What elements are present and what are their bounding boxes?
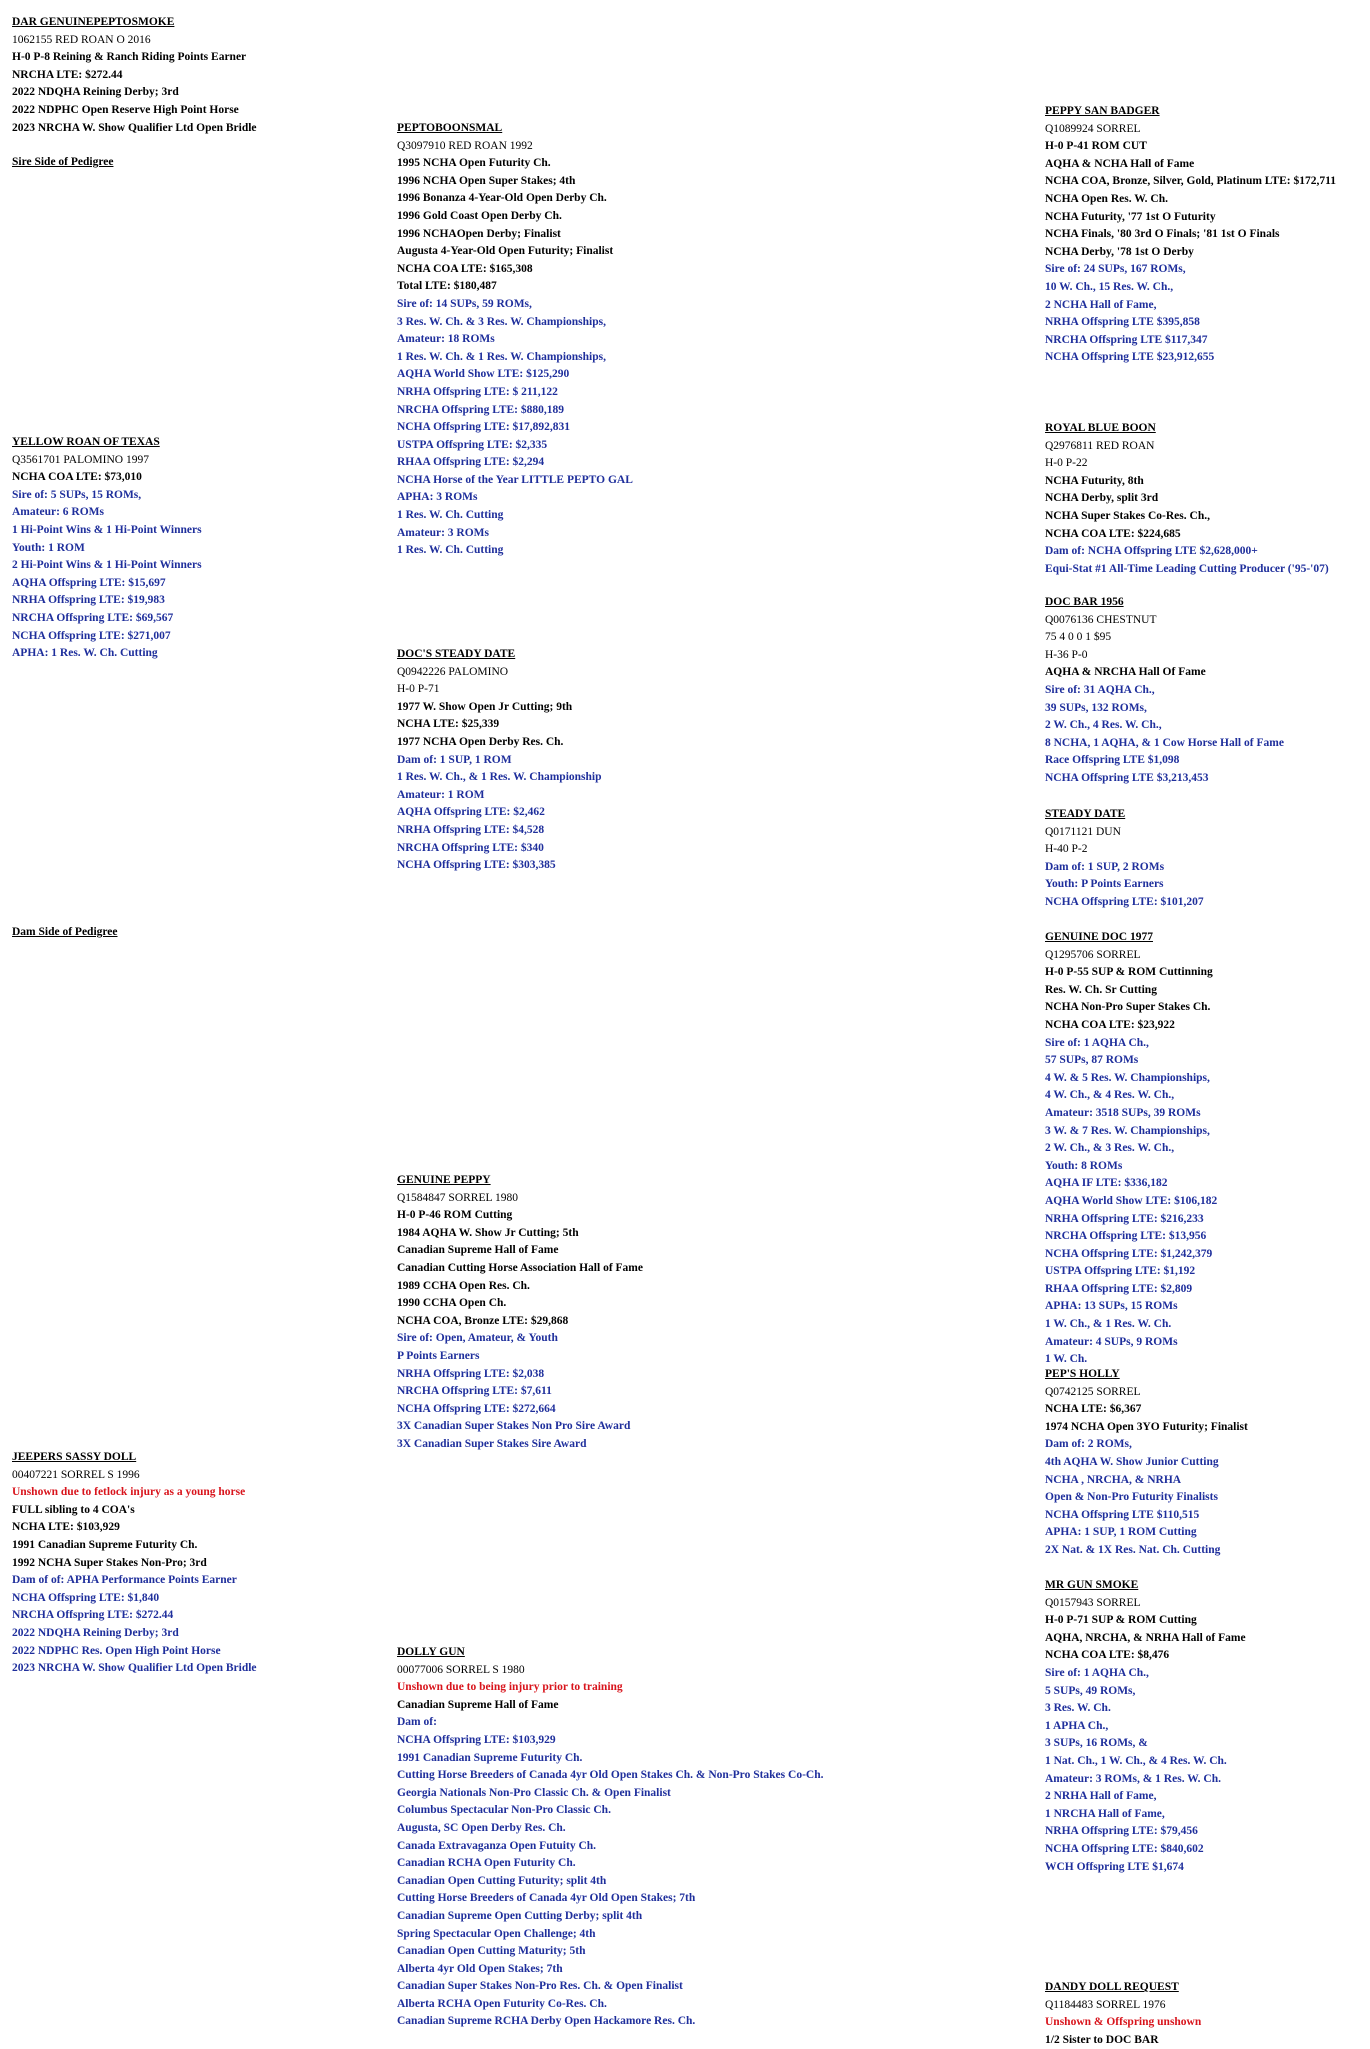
dam-side-label <box>12 924 118 942</box>
pedigree-line: NCHA Offspring LTE $23,912,655 <box>1045 351 1215 364</box>
pedigree-line: 1 W. Ch., & 1 Res. W. Ch. <box>1045 1318 1172 1331</box>
pedigree-line: FULL sibling to 4 COA's <box>12 1503 135 1516</box>
pedigree-line: NCHA Offspring LTE: $271,007 <box>12 629 171 642</box>
pedigree-line: 2 Hi-Point Wins & 1 Hi-Point Winners <box>12 559 202 572</box>
pedigree-line: RHAA Offspring LTE: $2,809 <box>1045 1282 1193 1295</box>
pedigree-line: NRHA Offspring LTE: $2,038 <box>397 1367 545 1380</box>
pedigree-line: NRCHA Offspring LTE: $13,956 <box>1045 1230 1207 1243</box>
pedigree-line: NCHA COA, Bronze LTE: $29,868 <box>397 1314 569 1327</box>
pedigree-line: Amateur: 18 ROMs <box>397 333 495 346</box>
pedigree-line: 00407221 SORREL S 1996 <box>12 1468 140 1481</box>
horse-name: DOC BAR 1956 <box>1045 596 1124 608</box>
pedigree-line: Alberta 4yr Old Open Stakes; 7th <box>397 1962 563 1975</box>
pedigree-line: APHA: 1 Res. W. Ch. Cutting <box>12 647 158 660</box>
pedigree-line: NCHA Super Stakes Co-Res. Ch., <box>1045 509 1210 522</box>
pedigree-line: H-0 P-41 ROM CUT <box>1045 140 1147 153</box>
pedigree-line: Q0171121 DUN <box>1045 825 1121 838</box>
subject-block <box>12 14 257 137</box>
pedigree-line: 3X Canadian Super Stakes Sire Award <box>397 1437 587 1450</box>
pedigree-line: NCHA COA LTE: $8,476 <box>1045 1649 1170 1662</box>
pedigree-line: H-0 P-55 SUP & ROM Cuttinning <box>1045 966 1213 979</box>
pedigree-line: Sire of: 1 AQHA Ch., <box>1045 1036 1149 1049</box>
pedigree-line: NCHA COA LTE: $73,010 <box>12 471 142 484</box>
pedigree-line: Dam of: <box>397 1716 437 1729</box>
pedigree-line: Youth: 8 ROMs <box>1045 1159 1123 1172</box>
pedigree-line: 3 Res. W. Ch. & 3 Res. W. Championships, <box>397 315 606 328</box>
sire-dam-block <box>397 646 602 875</box>
sire-sire-block <box>397 120 633 560</box>
pedigree-line: 1991 Canadian Supreme Futurity Ch. <box>397 1751 583 1764</box>
pedigree-line: Equi-Stat #1 All-Time Leading Cutting Producer ('95-'07) <box>1045 562 1329 575</box>
pedigree-line: 2 W. Ch., 4 Res. W. Ch., <box>1045 719 1162 732</box>
pedigree-line: NCHA Offspring LTE: $840,602 <box>1045 1842 1204 1855</box>
pedigree-line: Amateur: 3 ROMs <box>397 526 489 539</box>
pedigree-line: NCHA COA LTE: $23,922 <box>1045 1018 1175 1031</box>
pedigree-line: Res. W. Ch. Sr Cutting <box>1045 983 1157 996</box>
sire-side-label-text: Sire Side of Pedigree <box>12 156 114 168</box>
pedigree-line: Augusta, SC Open Derby Res. Ch. <box>397 1821 566 1834</box>
pedigree-line: H-0 P-46 ROM Cutting <box>397 1209 513 1222</box>
pedigree-line: Sire of: Open, Amateur, & Youth <box>397 1332 558 1345</box>
pedigree-line: NRHA Offspring LTE: $4,528 <box>397 823 545 836</box>
dam-sire-block <box>397 1172 643 1454</box>
pedigree-line: Georgia Nationals Non-Pro Classic Ch. & Open Finalist <box>397 1786 671 1799</box>
horse-name: ROYAL BLUE BOON <box>1045 422 1156 434</box>
pedigree-line: H-0 P-8 Reining & Ranch Riding Points Earner <box>12 51 247 64</box>
pedigree-line: 2 NCHA Hall of Fame, <box>1045 298 1157 311</box>
horse-name: MR GUN SMOKE <box>1045 1579 1139 1591</box>
pedigree-line: Canadian Open Cutting Futurity; split 4th <box>397 1874 607 1887</box>
dam-dam-block <box>397 1644 823 2031</box>
pedigree-line: NRCHA Offspring LTE $117,347 <box>1045 333 1208 346</box>
pedigree-line: Dam of: 1 SUP, 1 ROM <box>397 753 512 766</box>
pedigree-line: Sire of: 5 SUPs, 15 ROMs, <box>12 488 142 501</box>
pedigree-line: Q0076136 CHESTNUT <box>1045 613 1157 626</box>
pedigree-line: Alberta RCHA Open Futurity Co-Res. Ch. <box>397 1997 607 2010</box>
pedigree-line: Dam of: NCHA Offspring LTE $2,628,000+ <box>1045 545 1258 558</box>
pedigree-line: Sire of: 1 AQHA Ch., <box>1045 1666 1149 1679</box>
pedigree-line: Unshown due to being injury prior to training <box>397 1681 623 1694</box>
pedigree-line: 1996 NCHA Open Super Stakes; 4th <box>397 174 576 187</box>
pedigree-line: 4th AQHA W. Show Junior Cutting <box>1045 1455 1219 1468</box>
pedigree-line: RHAA Offspring LTE: $2,294 <box>397 456 545 469</box>
pedigree-line: Cutting Horse Breeders of Canada 4yr Old Open Stakes Ch. & Non-Pro Stakes Co-Ch. <box>397 1769 824 1782</box>
pedigree-line: NRCHA Offspring LTE: $69,567 <box>12 611 174 624</box>
pedigree-line: Canadian Open Cutting Maturity; 5th <box>397 1945 586 1958</box>
pedigree-line: NCHA Offspring LTE: $303,385 <box>397 859 556 872</box>
pedigree-line: 1996 NCHAOpen Derby; Finalist <box>397 227 561 240</box>
horse-name: JEEPERS SASSY DOLL <box>12 1451 137 1463</box>
ggp-royal-blue-boon-block <box>1045 420 1329 578</box>
pedigree-line: USTPA Offspring LTE: $2,335 <box>397 438 548 451</box>
pedigree-line: 1974 NCHA Open 3YO Futurity; Finalist <box>1045 1420 1248 1433</box>
pedigree-line: Amateur: 3518 SUPs, 39 ROMs <box>1045 1106 1201 1119</box>
pedigree-line: 1984 AQHA W. Show Jr Cutting; 5th <box>397 1226 579 1239</box>
pedigree-line: NCHA Derby, split 3rd <box>1045 492 1159 505</box>
pedigree-line: 2023 NRCHA W. Show Qualifier Ltd Open Bridle <box>12 1662 257 1675</box>
pedigree-line: 1990 CCHA Open Ch. <box>397 1297 507 1310</box>
pedigree-line: 5 SUPs, 49 ROMs, <box>1045 1684 1136 1697</box>
pedigree-line: Canada Extravaganza Open Futuity Ch. <box>397 1839 597 1852</box>
pedigree-line: NCHA LTE: $25,339 <box>397 718 500 731</box>
pedigree-line: APHA: 13 SUPs, 15 ROMs <box>1045 1300 1178 1313</box>
pedigree-line: NCHA Offspring LTE: $17,892,831 <box>397 421 571 434</box>
pedigree-line: 1 Nat. Ch., 1 W. Ch., & 4 Res. W. Ch. <box>1045 1754 1227 1767</box>
pedigree-line: 3 W. & 7 Res. W. Championships, <box>1045 1124 1210 1137</box>
pedigree-line: P Points Earners <box>397 1349 480 1362</box>
pedigree-line: Youth: 1 ROM <box>12 541 85 554</box>
pedigree-line: APHA: 1 SUP, 1 ROM Cutting <box>1045 1526 1197 1539</box>
pedigree-line: H-0 P-71 SUP & ROM Cutting <box>1045 1614 1197 1627</box>
pedigree-line: Unshown & Offspring unshown <box>1045 2016 1202 2029</box>
pedigree-line: 1 Res. W. Ch., & 1 Res. W. Championship <box>397 771 602 784</box>
ggp-dandy-doll-request-block <box>1045 1979 1201 2049</box>
pedigree-line: H-40 P-2 <box>1045 843 1088 856</box>
pedigree-line: Augusta 4-Year-Old Open Futurity; Finalist <box>397 245 614 258</box>
ggp-steady-date-block <box>1045 806 1204 912</box>
pedigree-line: NCHA Offspring LTE: $272,664 <box>397 1402 556 1415</box>
pedigree-line: 2022 NDQHA Reining Derby; 3rd <box>12 1626 179 1639</box>
pedigree-line: NRHA Offspring LTE: $216,233 <box>1045 1212 1204 1225</box>
horse-name: DANDY DOLL REQUEST <box>1045 1981 1179 1993</box>
pedigree-line: WCH Offspring LTE $1,674 <box>1045 1860 1184 1873</box>
pedigree-line: USTPA Offspring LTE: $1,192 <box>1045 1265 1196 1278</box>
pedigree-line: 2 W. Ch., & 3 Res. W. Ch., <box>1045 1142 1175 1155</box>
pedigree-line: NCHA Open Res. W. Ch. <box>1045 192 1169 205</box>
pedigree-line: 1991 Canadian Supreme Futurity Ch. <box>12 1538 198 1551</box>
pedigree-line: NCHA Offspring LTE: $101,207 <box>1045 895 1204 908</box>
pedigree-line: NCHA Finals, '80 3rd O Finals; '81 1st O Finals <box>1045 228 1280 241</box>
pedigree-line: AQHA & NCHA Hall of Fame <box>1045 157 1195 170</box>
pedigree-line: AQHA World Show LTE: $125,290 <box>397 368 570 381</box>
pedigree-line: NCHA Non-Pro Super Stakes Ch. <box>1045 1001 1211 1014</box>
pedigree-line: NCHA , NRCHA, & NRHA <box>1045 1473 1182 1486</box>
horse-name: PEPPY SAN BADGER <box>1045 105 1160 117</box>
ggp-peppy-san-badger-block <box>1045 103 1336 367</box>
pedigree-line: NCHA Futurity, '77 1st O Futurity <box>1045 210 1216 223</box>
pedigree-line: NRCHA Offspring LTE: $880,189 <box>397 403 564 416</box>
pedigree-line: Open & Non-Pro Futurity Finalists <box>1045 1491 1218 1504</box>
pedigree-line: 2022 NDPHC Open Reserve High Point Horse <box>12 103 239 116</box>
pedigree-line: NCHA Offspring LTE $3,213,453 <box>1045 771 1209 784</box>
pedigree-line: APHA: 3 ROMs <box>397 491 478 504</box>
pedigree-line: H-0 P-22 <box>1045 457 1088 470</box>
pedigree-line: NCHA Horse of the Year LITTLE PEPTO GAL <box>397 473 633 486</box>
dam-block <box>12 1449 257 1678</box>
pedigree-line: Amateur: 3 ROMs, & 1 Res. W. Ch. <box>1045 1772 1222 1785</box>
pedigree-line: 2X Nat. & 1X Res. Nat. Ch. Cutting <box>1045 1543 1221 1556</box>
pedigree-line: 1 Hi-Point Wins & 1 Hi-Point Winners <box>12 523 202 536</box>
pedigree-line: 1996 Gold Coast Open Derby Ch. <box>397 209 562 222</box>
pedigree-line: Q0742125 SORREL <box>1045 1385 1141 1398</box>
pedigree-line: H-0 P-71 <box>397 683 440 696</box>
dam-side-label-text: Dam Side of Pedigree <box>12 926 118 938</box>
pedigree-line: Q3097910 RED ROAN 1992 <box>397 139 533 152</box>
pedigree-line: 1062155 RED ROAN O 2016 <box>12 33 151 46</box>
pedigree-line: Youth: P Points Earners <box>1045 878 1164 891</box>
pedigree-line: Q0157943 SORREL <box>1045 1596 1141 1609</box>
pedigree-line: 1995 NCHA Open Futurity Ch. <box>397 157 551 170</box>
pedigree-line: Q1184483 SORREL 1976 <box>1045 1998 1166 2011</box>
pedigree-line: Q0942226 PALOMINO <box>397 665 509 678</box>
pedigree-line: NRCHA Offspring LTE: $272.44 <box>12 1609 174 1622</box>
pedigree-line: Amateur: 6 ROMs <box>12 506 104 519</box>
pedigree-line: Unshown due to fetlock injury as a young horse <box>12 1486 246 1499</box>
pedigree-line: 1977 W. Show Open Jr Cutting; 9th <box>397 700 573 713</box>
pedigree-line: Sire of: 24 SUPs, 167 ROMs, <box>1045 263 1186 276</box>
horse-name: PEP'S HOLLY <box>1045 1368 1120 1380</box>
horse-name: PEPTOBOONSMAL <box>397 122 503 134</box>
pedigree-line: Sire of: 31 AQHA Ch., <box>1045 683 1155 696</box>
pedigree-line: NRHA Offspring LTE: $79,456 <box>1045 1825 1198 1838</box>
pedigree-line: 1992 NCHA Super Stakes Non-Pro; 3rd <box>12 1556 207 1569</box>
pedigree-line: 1 Res. W. Ch. & 1 Res. W. Championships, <box>397 350 606 363</box>
pedigree-line: Canadian Supreme Hall of Fame <box>397 1244 559 1257</box>
pedigree-line: Canadian Cutting Horse Association Hall of Fame <box>397 1261 643 1274</box>
sire-block <box>12 434 202 663</box>
pedigree-line: Canadian Super Stakes Non-Pro Res. Ch. & Open Finalist <box>397 1980 683 1993</box>
horse-name: GENUINE PEPPY <box>397 1174 491 1186</box>
pedigree-line: AQHA, NRCHA, & NRHA Hall of Fame <box>1045 1631 1246 1644</box>
pedigree-line: Canadian Supreme Hall of Fame <box>397 1698 559 1711</box>
pedigree-line: 00077006 SORREL S 1980 <box>397 1663 525 1676</box>
ggp-doc-bar-block <box>1045 594 1284 788</box>
pedigree-line: Q1295706 SORREL <box>1045 948 1141 961</box>
pedigree-line: Amateur: 1 ROM <box>397 788 485 801</box>
pedigree-line: Q1089924 SORREL <box>1045 122 1141 135</box>
pedigree-line: NRHA Offspring LTE: $ 211,122 <box>397 385 558 398</box>
pedigree-line: Sire of: 14 SUPs, 59 ROMs, <box>397 297 532 310</box>
pedigree-line: NRHA Offspring LTE $395,858 <box>1045 316 1200 329</box>
pedigree-line: 1 W. Ch. <box>1045 1353 1088 1366</box>
horse-name: DAR GENUINEPEPTOSMOKE <box>12 16 175 28</box>
pedigree-line: NCHA Offspring LTE: $1,840 <box>12 1591 160 1604</box>
pedigree-line: Total LTE: $180,487 <box>397 280 497 293</box>
pedigree-line: NRCHA Offspring LTE: $7,611 <box>397 1385 552 1398</box>
pedigree-line: Columbus Spectacular Non-Pro Classic Ch. <box>397 1804 611 1817</box>
pedigree-line: NCHA LTE: $103,929 <box>12 1521 120 1534</box>
pedigree-line: 1 Res. W. Ch. Cutting <box>397 544 504 557</box>
pedigree-line: 75 4 0 0 1 $95 <box>1045 631 1112 644</box>
pedigree-line: 1989 CCHA Open Res. Ch. <box>397 1279 530 1292</box>
pedigree-line: 2022 NDPHC Res. Open High Point Horse <box>12 1644 221 1657</box>
horse-name: GENUINE DOC 1977 <box>1045 931 1153 943</box>
pedigree-line: 2022 NDQHA Reining Derby; 3rd <box>12 86 179 99</box>
pedigree-line: Amateur: 4 SUPs, 9 ROMs <box>1045 1335 1178 1348</box>
ggp-genuine-doc-block <box>1045 929 1217 1369</box>
pedigree-line: Q2976811 RED ROAN <box>1045 439 1155 452</box>
pedigree-line: 10 W. Ch., 15 Res. W. Ch., <box>1045 280 1174 293</box>
pedigree-line: Canadian Supreme RCHA Derby Open Hackamore Res. Ch. <box>397 2015 696 2028</box>
horse-name: YELLOW ROAN OF TEXAS <box>12 436 160 448</box>
pedigree-line: Race Offspring LTE $1,098 <box>1045 754 1180 767</box>
pedigree-line: Canadian Supreme Open Cutting Derby; split 4th <box>397 1909 643 1922</box>
ggp-mr-gun-smoke-block <box>1045 1577 1246 1876</box>
pedigree-line: 1977 NCHA Open Derby Res. Ch. <box>397 735 564 748</box>
pedigree-line: AQHA IF LTE: $336,182 <box>1045 1177 1168 1190</box>
pedigree-line: Q1584847 SORREL 1980 <box>397 1191 518 1204</box>
pedigree-line: AQHA Offspring LTE: $15,697 <box>12 576 166 589</box>
horse-name: STEADY DATE <box>1045 808 1126 820</box>
pedigree-line: NRCHA Offspring LTE: $340 <box>397 841 544 854</box>
ggp-peps-holly-block <box>1045 1366 1248 1560</box>
pedigree-line: Cutting Horse Breeders of Canada 4yr Old Open Stakes; 7th <box>397 1892 696 1905</box>
pedigree-line: 2023 NRCHA W. Show Qualifier Ltd Open Bridle <box>12 121 257 134</box>
horse-name: DOLLY GUN <box>397 1646 465 1658</box>
pedigree-line: NCHA Offspring LTE $110,515 <box>1045 1508 1200 1521</box>
pedigree-line: 3X Canadian Super Stakes Non Pro Sire Award <box>397 1420 631 1433</box>
pedigree-line: 4 W. Ch., & 4 Res. W. Ch., <box>1045 1089 1175 1102</box>
pedigree-line: Q3561701 PALOMINO 1997 <box>12 453 149 466</box>
pedigree-line: 1/2 Sister to DOC BAR <box>1045 2033 1159 2046</box>
pedigree-line: Dam of: 1 SUP, 2 ROMs <box>1045 860 1165 873</box>
horse-name: DOC'S STEADY DATE <box>397 648 516 660</box>
pedigree-line: NRHA Offspring LTE: $19,983 <box>12 594 165 607</box>
pedigree-line: NCHA LTE: $6,367 <box>1045 1403 1142 1416</box>
pedigree-line: Dam of: 2 ROMs, <box>1045 1438 1132 1451</box>
pedigree-line: NCHA COA LTE: $224,685 <box>1045 527 1181 540</box>
pedigree-line: NCHA Offspring LTE: $103,929 <box>397 1733 556 1746</box>
pedigree-line: 1 NRCHA Hall of Fame, <box>1045 1807 1165 1820</box>
pedigree-line: AQHA Offspring LTE: $2,462 <box>397 806 545 819</box>
sire-side-label <box>12 154 113 172</box>
pedigree-line: Spring Spectacular Open Challenge; 4th <box>397 1927 596 1940</box>
pedigree-line: AQHA & NRCHA Hall Of Fame <box>1045 666 1206 679</box>
pedigree-line: 4 W. & 5 Res. W. Championships, <box>1045 1071 1210 1084</box>
pedigree-line: 3 Res. W. Ch. <box>1045 1702 1111 1715</box>
pedigree-line: NCHA Offspring LTE: $1,242,379 <box>1045 1247 1213 1260</box>
pedigree-line: 2 NRHA Hall of Fame, <box>1045 1790 1157 1803</box>
pedigree-line: Canadian RCHA Open Futurity Ch. <box>397 1857 576 1870</box>
pedigree-line: NCHA COA LTE: $165,308 <box>397 262 533 275</box>
pedigree-line: AQHA World Show LTE: $106,182 <box>1045 1194 1218 1207</box>
pedigree-line: 1996 Bonanza 4-Year-Old Open Derby Ch. <box>397 192 607 205</box>
pedigree-line: 1 Res. W. Ch. Cutting <box>397 509 504 522</box>
pedigree-line: NRCHA LTE: $272.44 <box>12 68 123 81</box>
pedigree-line: 8 NCHA, 1 AQHA, & 1 Cow Horse Hall of Fame <box>1045 736 1284 749</box>
pedigree-line: Dam of of: APHA Performance Points Earner <box>12 1574 237 1587</box>
pedigree-line: 3 SUPs, 16 ROMs, & <box>1045 1737 1148 1750</box>
pedigree-line: NCHA Futurity, 8th <box>1045 474 1144 487</box>
pedigree-line: 39 SUPs, 132 ROMs, <box>1045 701 1147 714</box>
pedigree-line: 1 APHA Ch., <box>1045 1719 1109 1732</box>
pedigree-line: 57 SUPs, 87 ROMs <box>1045 1054 1139 1067</box>
pedigree-line: NCHA COA, Bronze, Silver, Gold, Platinum LTE: $172,711 <box>1045 175 1336 188</box>
pedigree-line: H-36 P-0 <box>1045 648 1088 661</box>
pedigree-line: NCHA Derby, '78 1st O Derby <box>1045 245 1194 258</box>
